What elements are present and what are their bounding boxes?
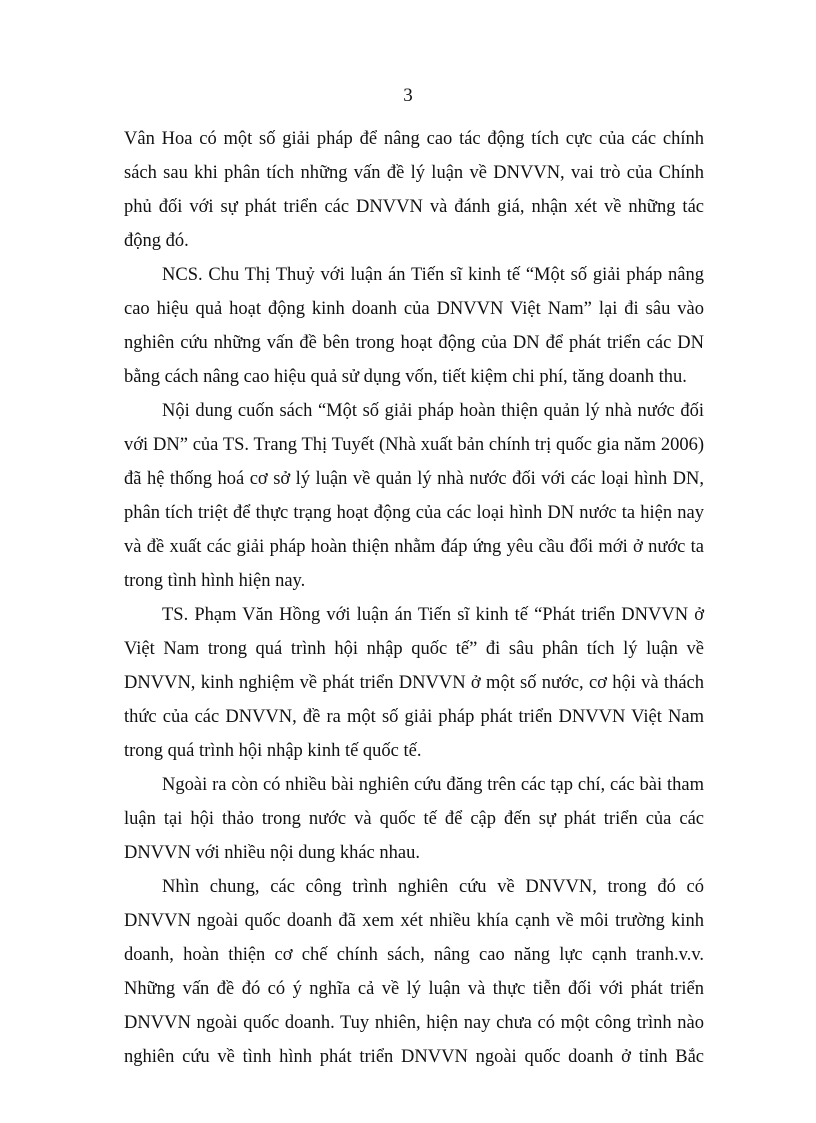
document-body	[124, 122, 704, 1074]
paragraph-pham-van-hong: TS. Phạm Văn Hồng với luận án Tiến sĩ kinh tế “Phát triển DNVVN ở Việt Nam trong quá trình hội nhập quốc tế” đi sâu phân tích lý luận về DNVVN, kinh nghiệm về phát triển DNVVN ở một số nước, cơ hội và thách thức của các DNVVN, đề ra một số giải pháp phát triển DNVVN Việt Nam trong quá trình hội nhập kinh tế quốc tế.	[124, 605, 704, 761]
paragraph-continuation: Vân Hoa có một số giải pháp để nâng cao tác động tích cực của các chính sách sau khi phân tích những vấn đề lý luận về DNVVN, vai trò của Chính phủ đối với sự phát triển các DNVVN và đánh giá, nhận xét về những tác động đó.	[124, 129, 704, 251]
page-number: 3	[403, 85, 413, 106]
paragraph-other-research: Ngoài ra còn có nhiều bài nghiên cứu đăng trên các tạp chí, các bài tham luận tại hội thảo trong nước và quốc tế để cập đến sự phát triển của các DNVVN với nhiều nội dung khác nhau.	[124, 775, 704, 863]
paragraph-trang-thi-tuyet: Nội dung cuốn sách “Một số giải pháp hoàn thiện quản lý nhà nước đối với DN” của TS. Trang Thị Tuyết (Nhà xuất bản chính trị quốc gia năm 2006) đã hệ thống hoá cơ sở lý luận về quản lý nhà nước đối với các loại hình DN, phân tích triệt để thực trạng hoạt động của các loại hình DN nước ta hiện nay và đề xuất các giải pháp hoàn thiện nhằm đáp ứng yêu cầu đổi mới ở nước ta trong tình hình hiện nay.	[124, 401, 704, 591]
paragraph-chu-thi-thuy: NCS. Chu Thị Thuỷ với luận án Tiến sĩ kinh tế “Một số giải pháp nâng cao hiệu quả hoạt động kinh doanh của DNVVN Việt Nam” lại đi sâu vào nghiên cứu những vấn đề bên trong hoạt động của DN để phát triển các DN bằng cách nâng cao hiệu quả sử dụng vốn, tiết kiệm chi phí, tăng doanh thu.	[124, 265, 704, 387]
paragraph-summary: Nhìn chung, các công trình nghiên cứu về DNVVN, trong đó có DNVVN ngoài quốc doanh đã xem xét nhiều khía cạnh về môi trường kinh doanh, hoàn thiện cơ chế chính sách, nâng cao năng lực cạnh tranh.v.v. Những vấn đề đó có ý nghĩa cả về lý luận và thực tiễn đối với phát triển DNVVN ngoài quốc doanh. Tuy nhiên, hiện nay chưa có một công trình nào nghiên cứu về tình hình phát triển DNVVN ngoài quốc doanh ở tỉnh Bắc	[124, 877, 704, 1067]
